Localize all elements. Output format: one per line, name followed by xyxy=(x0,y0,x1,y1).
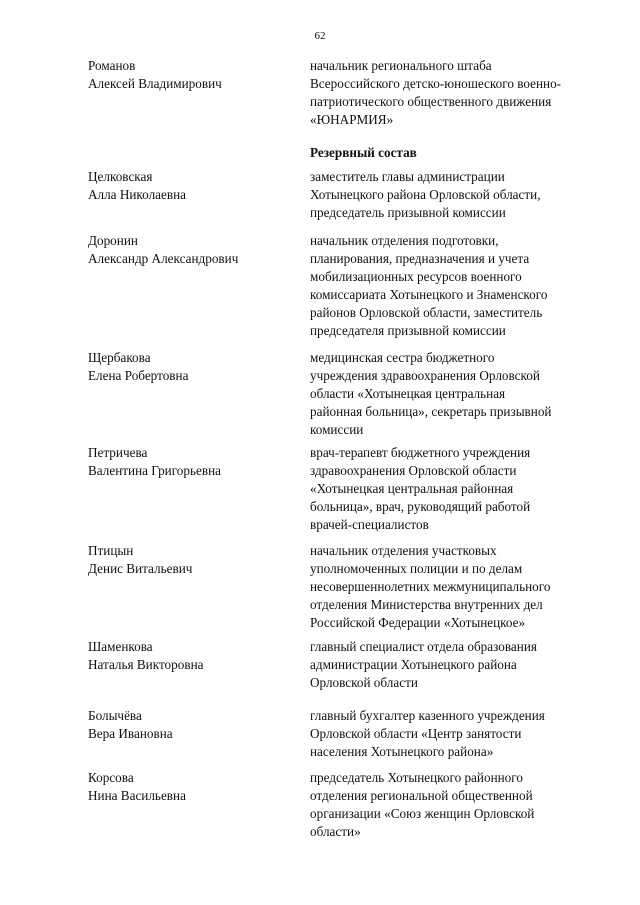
member-role xyxy=(310,542,595,632)
member-given-names: Александр Александрович xyxy=(88,251,239,266)
role-line: Всероссийского детско-юношеского военно- xyxy=(310,76,562,91)
role-line: Российской Федерации «Хотынецкое» xyxy=(310,615,526,630)
role-line: начальник регионального штаба xyxy=(310,58,492,73)
member-surname: Корсова xyxy=(88,770,134,785)
member-role xyxy=(310,349,595,439)
member-given-names: Алексей Владимирович xyxy=(88,76,222,91)
member-role xyxy=(310,57,595,129)
role-line: больница», врач, руководящий работой xyxy=(310,499,531,514)
role-line: председателя призывной комиссии xyxy=(310,323,506,338)
section-heading: Резервный состав xyxy=(310,145,417,160)
member-given-names: Елена Робертовна xyxy=(88,368,189,383)
member-role xyxy=(310,232,595,340)
member-surname: Романов xyxy=(88,58,136,73)
member-surname: Птицын xyxy=(88,543,134,558)
member-given-names: Наталья Викторовна xyxy=(88,657,204,672)
member-name xyxy=(88,707,298,743)
role-line: врачей-специалистов xyxy=(310,517,429,532)
member-given-names: Нина Васильевна xyxy=(88,788,186,803)
role-line: районов Орловской области, заместитель xyxy=(310,305,543,320)
role-line: отделения региональной общественной xyxy=(310,788,533,803)
member-role xyxy=(310,769,595,841)
member-name xyxy=(88,769,298,805)
member-surname: Болычёва xyxy=(88,708,142,723)
member-given-names: Денис Витальевич xyxy=(88,561,193,576)
role-line: Орловской области «Центр занятости xyxy=(310,726,522,741)
role-line: «Хотынецкая центральная районная xyxy=(310,481,514,496)
member-surname: Петричева xyxy=(88,445,148,460)
role-line: администрации Хотынецкого района xyxy=(310,657,517,672)
member-surname: Доронин xyxy=(88,233,138,248)
role-line: главный специалист отдела образования xyxy=(310,639,537,654)
member-name xyxy=(88,168,298,204)
role-line: Хотынецкого района Орловской области, xyxy=(310,187,541,202)
role-line: «ЮНАРМИЯ» xyxy=(310,112,394,127)
member-name xyxy=(88,638,298,674)
role-line: патриотического общественного движения xyxy=(310,94,552,109)
role-line: учреждения здравоохранения Орловской xyxy=(310,368,540,383)
member-surname: Целковская xyxy=(88,169,153,184)
role-line: области» xyxy=(310,824,361,839)
member-name xyxy=(88,444,298,480)
role-line: председатель Хотынецкого районного xyxy=(310,770,523,785)
role-line: районная больница», секретарь призывной xyxy=(310,404,552,419)
role-line: комиссариата Хотынецкого и Знаменского xyxy=(310,287,548,302)
member-role xyxy=(310,638,595,692)
member-surname: Шаменкова xyxy=(88,639,153,654)
role-line: начальник отделения участковых xyxy=(310,543,497,558)
role-line: здравоохранения Орловской области xyxy=(310,463,517,478)
role-line: отделения Министерства внутренних дел xyxy=(310,597,543,612)
member-given-names: Вера Ивановна xyxy=(88,726,173,741)
role-line: организации «Союз женщин Орловской xyxy=(310,806,535,821)
role-line: Орловской области xyxy=(310,675,418,690)
member-role xyxy=(310,707,595,761)
member-given-names: Алла Николаевна xyxy=(88,187,186,202)
role-line: заместитель главы администрации xyxy=(310,169,505,184)
role-line: начальник отделения подготовки, xyxy=(310,233,499,248)
member-role xyxy=(310,168,595,222)
role-line: мобилизационных ресурсов военного xyxy=(310,269,522,284)
role-line: области «Хотынецкая центральная xyxy=(310,386,506,401)
role-line: главный бухгалтер казенного учреждения xyxy=(310,708,545,723)
member-name xyxy=(88,542,298,578)
role-line: комиссии xyxy=(310,422,364,437)
role-line: уполномоченных полиции и по делам xyxy=(310,561,523,576)
role-line: врач-терапевт бюджетного учреждения xyxy=(310,445,531,460)
role-line: планирования, предназначения и учета xyxy=(310,251,530,266)
member-name xyxy=(88,232,298,268)
member-name xyxy=(88,349,298,385)
role-line: населения Хотынецкого района» xyxy=(310,744,494,759)
role-line: несовершеннолетних межмуниципального xyxy=(310,579,551,594)
member-surname: Щербакова xyxy=(88,350,151,365)
role-line: медицинская сестра бюджетного xyxy=(310,350,495,365)
member-role xyxy=(310,444,595,534)
page-number: 62 xyxy=(314,30,326,42)
role-line: председатель призывной комиссии xyxy=(310,205,506,220)
member-given-names: Валентина Григорьевна xyxy=(88,463,222,478)
member-name xyxy=(88,57,298,93)
